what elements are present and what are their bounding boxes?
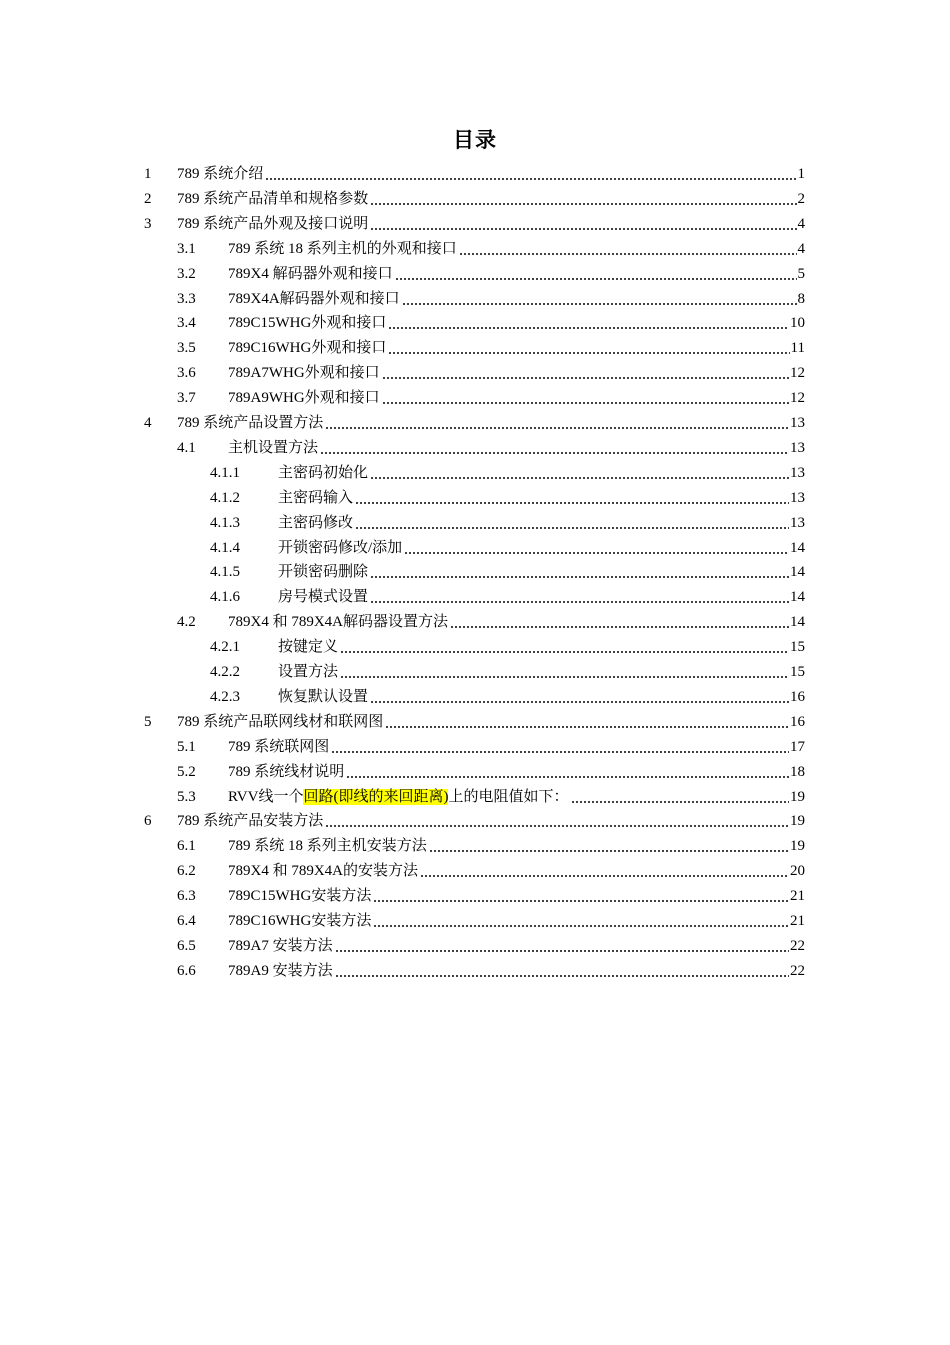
toc-title: 789C15WHG安装方法 — [228, 888, 372, 905]
toc-entry[interactable] — [144, 413, 805, 433]
dot-leader — [331, 751, 789, 753]
toc-title: 设置方法 — [278, 664, 339, 680]
toc-page-number: 4 — [797, 240, 805, 257]
dot-leader — [429, 850, 789, 852]
toc-entry[interactable] — [177, 612, 805, 632]
toc-number: 4.2.2 — [210, 664, 240, 680]
dot-leader — [571, 801, 790, 803]
toc-page-number: 13 — [790, 439, 805, 456]
dot-leader — [335, 950, 789, 952]
toc-entry[interactable] — [210, 538, 805, 558]
toc-page-number: 15 — [790, 664, 805, 680]
dot-leader — [388, 327, 789, 329]
dot-leader — [340, 676, 789, 678]
dot-leader — [373, 925, 789, 927]
toc-entry[interactable] — [177, 338, 805, 358]
toc-title: 789 系统 18 系列主机的外观和接口 — [228, 240, 457, 257]
toc-page-number: 13 — [790, 464, 805, 481]
dot-leader — [395, 278, 797, 280]
toc-entry[interactable] — [177, 737, 805, 757]
toc-page-number: 2 — [797, 190, 805, 207]
toc-entry[interactable] — [144, 811, 805, 831]
toc-entry[interactable] — [177, 836, 805, 856]
page-title: 目录 — [453, 128, 497, 152]
toc-title: 789 系统 18 系列主机安装方法 — [228, 838, 427, 855]
toc-number: 4.2.1 — [210, 639, 240, 656]
toc-title: 789C16WHG外观和接口 — [228, 340, 387, 357]
toc-entry[interactable] — [144, 164, 805, 184]
toc-entry[interactable] — [177, 762, 805, 782]
toc-entry[interactable] — [177, 289, 805, 309]
toc-title: 开锁密码修改/添加 — [278, 539, 403, 556]
toc-title: 789 系统产品联网线材和联网图 — [177, 713, 384, 730]
dot-leader — [450, 626, 789, 628]
toc-title: 主密码初始化 — [278, 464, 369, 481]
toc-title: 789 系统产品设置方法 — [177, 415, 324, 431]
toc-page-number: 22 — [790, 962, 805, 979]
toc-page-number: 10 — [790, 315, 805, 332]
toc-number: 4 — [144, 415, 152, 431]
toc-number: 5.2 — [177, 763, 196, 780]
toc-title: 主密码修改 — [278, 514, 354, 531]
toc-number: 6 — [144, 813, 152, 830]
toc-title: 789 系统联网图 — [228, 738, 330, 755]
dot-leader — [382, 402, 789, 404]
toc-number: 2 — [144, 190, 152, 207]
toc-page-number: 14 — [790, 589, 805, 606]
toc-title: 789 系统线材说明 — [228, 763, 345, 780]
toc-title: 开锁密码删除 — [278, 564, 369, 581]
dot-leader — [382, 377, 789, 379]
toc-page-number: 5 — [797, 265, 805, 282]
dot-leader — [370, 477, 789, 479]
toc-number: 4.1.6 — [210, 589, 240, 606]
toc-entry[interactable] — [144, 189, 805, 209]
toc-title: 789C16WHG安装方法 — [228, 913, 372, 929]
toc-page-number: 13 — [790, 489, 805, 506]
toc-number: 4.1.3 — [210, 514, 240, 531]
toc-title: 恢复默认设置 — [278, 688, 369, 705]
toc-page-number: 4 — [797, 215, 805, 232]
dot-leader — [370, 576, 789, 578]
toc-title: 789A9WHG外观和接口 — [228, 390, 380, 407]
toc-title: 房号模式设置 — [278, 589, 369, 606]
dot-leader — [373, 900, 789, 902]
toc-title — [228, 787, 569, 807]
dot-leader — [420, 875, 789, 877]
toc-title: 主机设置方法 — [228, 439, 319, 456]
toc-number: 4.1.5 — [210, 564, 240, 581]
toc-page-number: 8 — [797, 290, 805, 307]
dot-leader — [325, 825, 789, 827]
toc-entry[interactable] — [177, 961, 805, 981]
dot-leader — [459, 253, 797, 255]
dot-leader — [346, 776, 789, 778]
toc-entry[interactable] — [210, 513, 805, 533]
toc-number: 6.5 — [177, 937, 196, 954]
toc-page-number: 13 — [790, 514, 805, 531]
toc-number: 4.1.2 — [210, 489, 240, 506]
toc-number: 6.1 — [177, 838, 196, 855]
toc-page-number: 15 — [790, 639, 805, 656]
toc-entry[interactable] — [210, 488, 805, 508]
toc-number: 1 — [144, 166, 152, 182]
toc-page-number: 16 — [790, 688, 805, 705]
toc-page-number: 14 — [790, 614, 805, 631]
toc-entry[interactable] — [177, 911, 805, 931]
toc-number: 3.5 — [177, 340, 196, 357]
toc-entry[interactable] — [210, 463, 805, 483]
dot-leader — [370, 228, 796, 230]
toc-title: 789A7WHG外观和接口 — [228, 365, 380, 382]
toc-page-number: 13 — [790, 415, 805, 431]
dot-leader — [320, 452, 789, 454]
toc-page-number: 18 — [790, 763, 805, 780]
toc-title: 789 系统产品安装方法 — [177, 813, 324, 830]
highlighted-text: 回路(即线的来回距离) — [303, 788, 449, 805]
toc-title: 789 系统产品清单和规格参数 — [177, 190, 369, 207]
toc-number: 6.4 — [177, 913, 196, 929]
toc-page-number: 19 — [790, 813, 805, 830]
toc-number: 6.6 — [177, 962, 196, 979]
toc-number: 4.1.1 — [210, 464, 240, 481]
toc-entry[interactable] — [177, 313, 805, 333]
toc-number: 3.2 — [177, 265, 196, 282]
toc-title: 789X4A解码器外观和接口 — [228, 290, 400, 307]
toc-entry[interactable] — [144, 214, 805, 234]
toc-page-number: 22 — [790, 937, 805, 954]
toc-entry[interactable] — [210, 587, 805, 607]
toc-entry[interactable] — [177, 886, 805, 906]
toc-page-number: 17 — [790, 738, 805, 755]
toc-number: 3.4 — [177, 315, 196, 332]
toc-title: 789 系统产品外观及接口说明 — [177, 215, 369, 232]
toc-entry[interactable] — [210, 562, 805, 582]
toc-title: 789X4 和 789X4A的安装方法 — [228, 863, 418, 880]
toc-page-number: 16 — [790, 713, 805, 730]
toc-number: 3 — [144, 215, 152, 232]
toc-title: 789 系统介绍 — [177, 166, 264, 182]
dot-leader — [340, 651, 789, 653]
toc-page-number: 1 — [797, 166, 805, 182]
toc-entry[interactable] — [177, 936, 805, 956]
toc-page-number: 14 — [790, 539, 805, 556]
toc-number: 3.7 — [177, 390, 196, 407]
toc-number: 6.3 — [177, 888, 196, 905]
dot-leader — [388, 352, 789, 354]
toc-page-number: 12 — [790, 390, 805, 407]
dot-leader — [370, 203, 796, 205]
toc-title: 789X4 解码器外观和接口 — [228, 265, 393, 282]
dot-leader — [385, 726, 789, 728]
toc-number: 6.2 — [177, 863, 196, 880]
dot-leader — [355, 527, 789, 529]
toc-title: 789A9 安装方法 — [228, 962, 333, 979]
dot-leader — [265, 178, 796, 180]
dot-leader — [370, 601, 789, 603]
toc-title: 按键定义 — [278, 639, 339, 656]
toc-title: 主密码输入 — [278, 489, 354, 506]
dot-leader — [404, 552, 789, 554]
toc-title-part: 上的电阻值如下： — [448, 788, 569, 805]
dot-leader — [355, 502, 789, 504]
toc-title: 789C15WHG外观和接口 — [228, 315, 387, 332]
toc-entry[interactable] — [177, 239, 805, 259]
toc-entry[interactable] — [177, 787, 805, 807]
dot-leader — [402, 303, 797, 305]
toc-page-number: 11 — [790, 340, 805, 357]
toc-entry[interactable] — [177, 388, 805, 408]
toc-number: 4.2 — [177, 614, 196, 631]
toc-page-number: 21 — [790, 888, 805, 905]
toc-page-number: 12 — [790, 365, 805, 382]
toc-page-number: 19 — [790, 788, 805, 805]
toc-number: 3.1 — [177, 240, 196, 257]
toc-page-number: 20 — [790, 863, 805, 880]
toc-number: 4.2.3 — [210, 688, 240, 705]
toc-entry[interactable] — [144, 712, 805, 732]
toc-entry[interactable] — [210, 637, 805, 657]
toc-entry[interactable] — [210, 662, 805, 682]
toc-title: 789X4 和 789X4A解码器设置方法 — [228, 614, 448, 631]
toc-title-part: RVV线一个 — [228, 788, 304, 805]
toc-entry[interactable] — [177, 363, 805, 383]
toc-number: 5 — [144, 713, 152, 730]
toc-page-number: 21 — [790, 913, 805, 929]
toc-number: 4.1.4 — [210, 539, 240, 556]
toc-number: 5.3 — [177, 788, 196, 805]
toc-entry[interactable] — [177, 861, 805, 881]
toc-number: 3.3 — [177, 290, 196, 307]
toc-page-number: 19 — [790, 838, 805, 855]
toc-entry[interactable] — [177, 438, 805, 458]
toc-entry[interactable] — [177, 264, 805, 284]
toc-number: 5.1 — [177, 738, 196, 755]
toc-title: 789A7 安装方法 — [228, 937, 333, 954]
toc-entry[interactable] — [210, 687, 805, 707]
dot-leader — [325, 427, 789, 429]
toc-number: 4.1 — [177, 439, 196, 456]
dot-leader — [335, 975, 789, 977]
toc-number: 3.6 — [177, 365, 196, 382]
dot-leader — [370, 701, 789, 703]
toc-page-number: 14 — [790, 564, 805, 581]
